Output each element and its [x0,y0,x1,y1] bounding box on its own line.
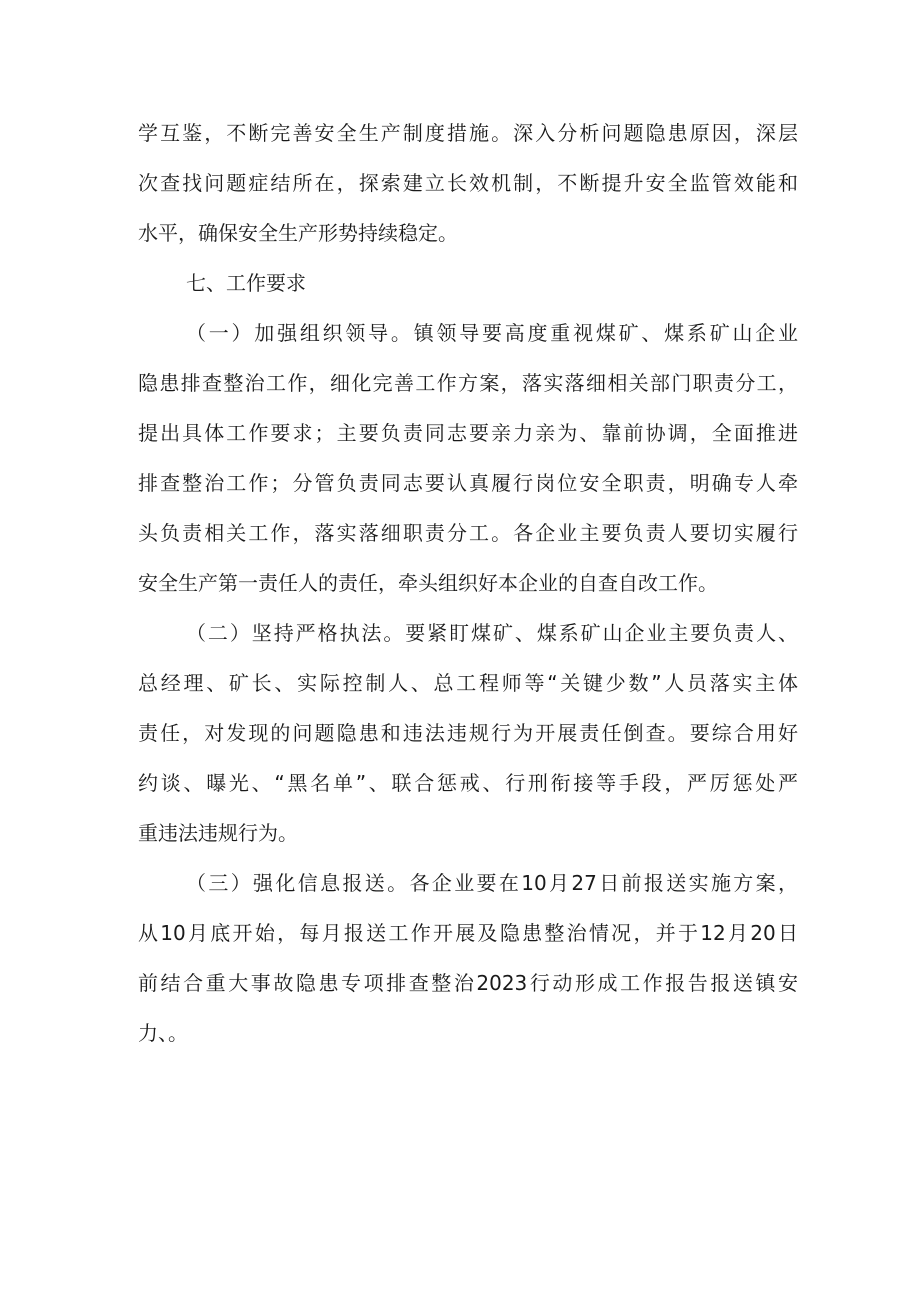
paragraph-line: 头负责相关工作，落实落细职责分工。各企业主要负责人要切实履行 [138,521,798,545]
paragraph-line: （三）强化信息报送。各企业要在10月27日前报送实施方案， [186,871,798,895]
paragraph-line: 水平，确保安全生产形势持续稳定。 [138,221,458,245]
paragraph-line: 安全生产第一责任人的责任，牵头组织好本企业的自查自改工作。 [138,571,718,595]
paragraph-line: 力、。 [138,1021,188,1045]
paragraph-line: 隐患排查整治工作，细化完善工作方案，落实落细相关部门职责分工， [138,371,798,395]
paragraph-line: 次查找问题症结所在，探索建立长效机制，不断提升安全监管效能和 [138,171,798,195]
paragraph-line: 从10月底开始，每月报送工作开展及隐患整治情况，并于12月20日 [138,921,798,945]
section-heading: 七、工作要求 [186,271,306,295]
paragraph-line: 总经理、矿长、实际控制人、总工程师等“关键少数”人员落实主体 [138,671,798,695]
paragraph-line: 前结合重大事故隐患专项排查整治2023行动形成工作报告报送镇安 [138,971,798,995]
paragraph-line: 约谈、曝光、“黑名单”、联合惩戒、行刑衔接等手段，严厉惩处严 [138,771,798,795]
paragraph-line: 重违法违规行为。 [138,821,298,845]
paragraph-line: （一）加强组织领导。镇领导要高度重视煤矿、煤系矿山企业 [186,321,798,345]
paragraph-line: （二）坚持严格执法。要紧盯煤矿、煤系矿山企业主要负责人、 [186,621,798,645]
paragraph-line: 提出具体工作要求；主要负责同志要亲力亲为、靠前协调，全面推进 [138,421,798,445]
paragraph-line: 排查整治工作；分管负责同志要认真履行岗位安全职责，明确专人牵 [138,471,798,495]
paragraph-line: 学互鉴，不断完善安全生产制度措施。深入分析问题隐患原因，深层 [138,121,798,145]
paragraph-line: 责任，对发现的问题隐患和违法违规行为开展责任倒查。要综合用好 [138,721,798,745]
